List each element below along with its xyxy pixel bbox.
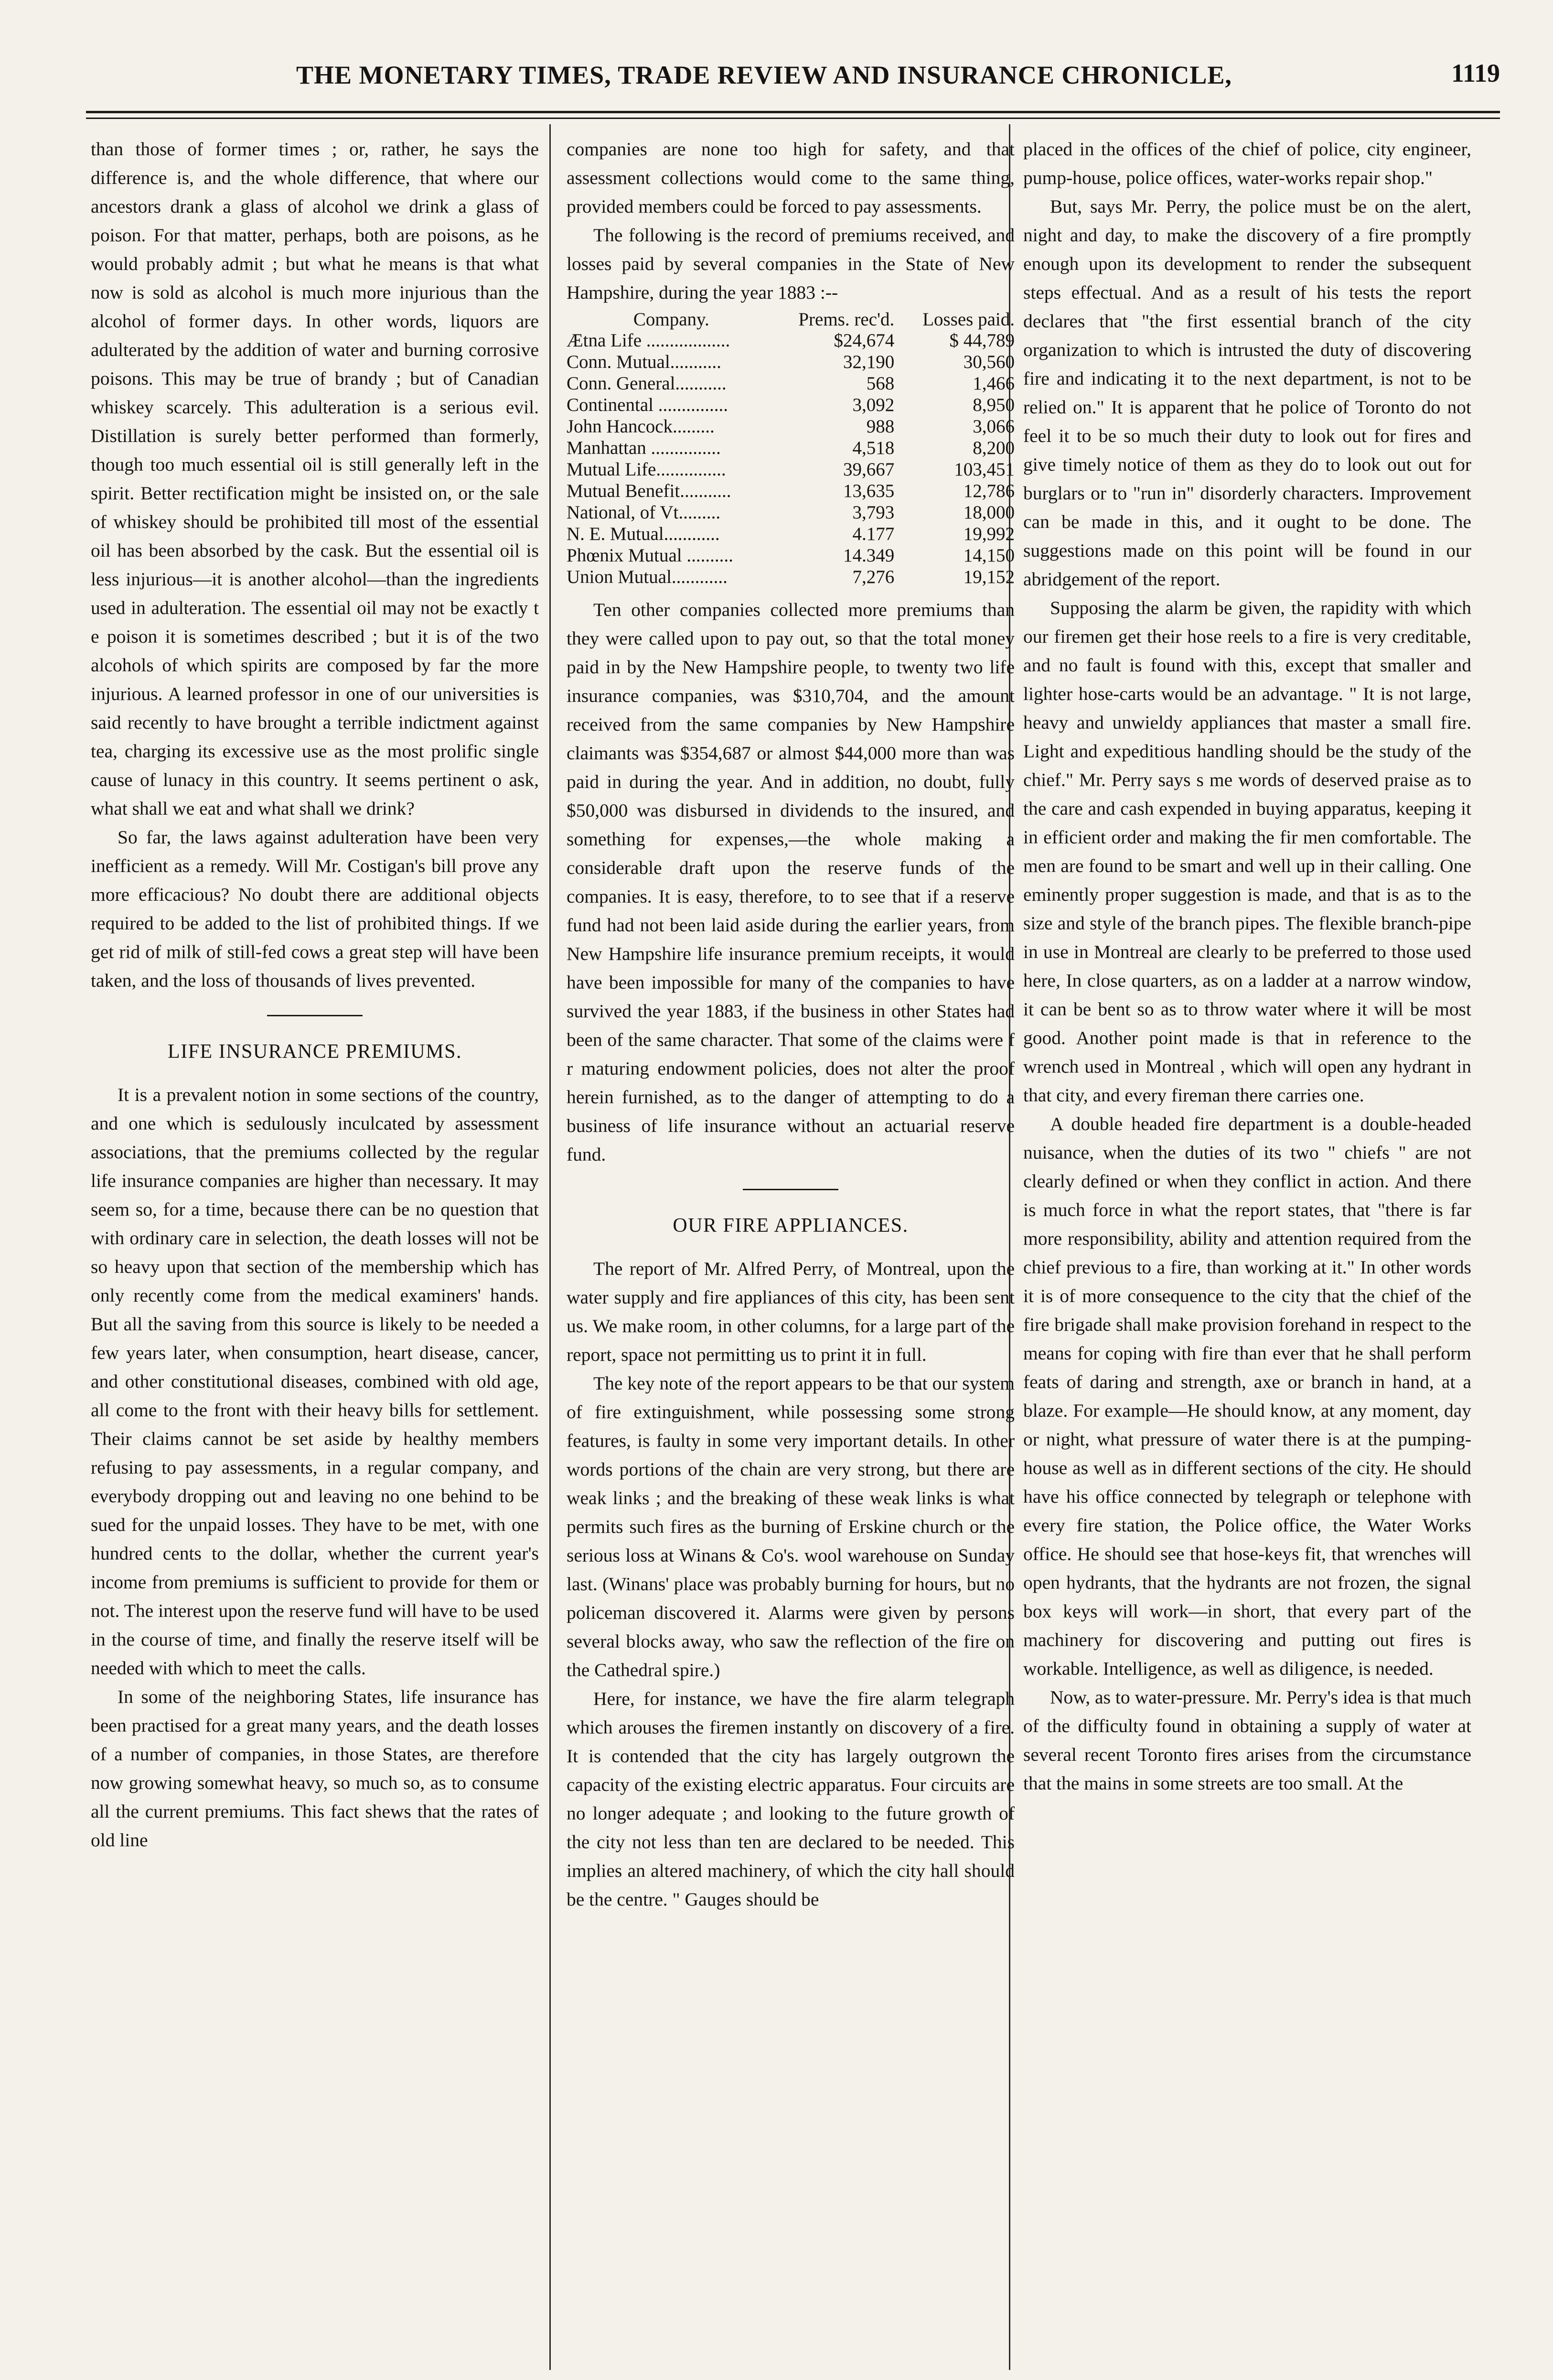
article-paragraph: The report of Mr. Alfred Perry, of Montreal, upon the water supply and fire appliances of this city, has been sent us. We make room, in other columns, for a large part of the report, space not permitting us to print it in full. (567, 1258, 1015, 1365)
section-heading-fire-appliances: OUR FIRE APPLIANCES. (567, 1189, 1015, 1240)
table-row (567, 480, 1015, 502)
table-row (567, 394, 1015, 416)
table-header-row (567, 310, 1015, 330)
article-paragraph: It is a prevalent notion in some sections of the country, and one which is sedulously inculcated by assessment associations, that the premiums collected by the regular life insurance companies are higher than necessary. It may seem so, for a time, because there can be no question that with ordinary care in selection, the death losses will not be so heavy upon that section of the membership which has only recently come from the medical examiners' hands. But all the saving from this source is likely to be needed a few years later, when consumption, heart disease, cancer, and other constitutional diseases, combined with old age, all come to the front with their heavy bills for settlement. Their claims cannot be set aside by healthy members refusing to pay assessments, in a regular company, and everybody dropping out and leaving no one behind to be sued for the unpaid losses. They have to be met, with one hundred cents to the dollar, whether the current year's income from premiums is sufficient to provide for them or not. The interest upon the reserve fund will have to be used in the course of time, and finally the reserve itself will be needed with which to meet the calls. (91, 1084, 539, 1679)
article-paragraph: The following is the record of premiums received, and losses paid by several companies in the State of New Hampshire, during the year 1883 :-- (567, 225, 1015, 303)
header-rule (86, 111, 1500, 113)
section-heading-life-insurance: LIFE INSURANCE PREMIUMS. (91, 1015, 539, 1066)
premiums-value: 568 (866, 373, 895, 394)
table-row (567, 351, 1015, 373)
company-name: Mutual Life............... (567, 459, 726, 480)
losses-value: 18,000 (963, 502, 1015, 523)
table-row (567, 545, 1015, 566)
table-header-company: Company. (633, 309, 709, 330)
losses-value: 1,466 (973, 373, 1015, 394)
premiums-value: 4.177 (852, 524, 895, 544)
company-name: Ætna Life .................. (567, 330, 730, 351)
article-paragraph: The key note of the report appears to be that our system of fire extinguishment, while possessing some strong features, is faulty in some very important details. In other words portions of the chain are very strong, but there are weak links ; and the breaking of these weak links is what permits such fires as the burning of Erskine church or the serious loss at Winans & Co's. wool warehouse on Sunday last. (Winans' place was probably burning for hours, but no policeman discovered it. Alarms were given by persons several blocks away, who saw the reflection of the fire on the Cathedral spire.) (567, 1373, 1015, 1680)
premiums-value: 3,793 (852, 502, 895, 523)
premiums-value: 988 (866, 416, 895, 437)
article-paragraph: In some of the neighboring States, life insurance has been practised for a great many years, and the death losses of a number of companies, in those States, are therefore now growing somewhat heavy, so much so, as to consume all the current premiums. This fact shews that the rates of old line (91, 1686, 539, 1851)
table-row (567, 373, 1015, 394)
column-2 (567, 135, 1015, 1914)
table-row (567, 416, 1015, 437)
running-title: THE MONETARY TIMES, TRADE REVIEW AND INSURANCE CHRONICLE, (296, 61, 1232, 89)
premiums-value: 4,518 (852, 438, 895, 458)
article-paragraph: Here, for instance, we have the fire alarm telegraph which arouses the firemen instantly on discovery of a fire. It is contended that the city has largely outgrown the capacity of the existing electric apparatus. Four circuits are no longer adequate ; and looking to the future growth of the city not less than ten are declared to be needed. This implies an altered machinery, of which the city hall should be the centre. " Gauges should be (567, 1688, 1015, 1910)
article-paragraph: than those of former times ; or, rather, he says the difference is, and the whole difference, that where our ancestors drank a glass of alcohol we drink a glass of poison. For that matter, perhaps, both are poisons, as he would probably admit ; but what he means is that what now is sold as alcohol is much more injurious than the alcohol of former days. In other words, liquors are adulterated by the addition of water and burning corrosive poisons. This may be true of brandy ; but of Canadian whiskey scarcely. This adulteration is a serious evil. Distillation is surely better performed than formerly, though too much essential oil is still generally left in the spirit. Better rectification might be insisted on, or the sale of whiskey should be prohibited till most of the essential oil has been absorbed by the cask. But the essential oil is less injurious—it is another alcohol—than the ingredients used in adulteration. The essential oil may not be exactly t e poison it is sometimes described ; but it is of the two alcohols of which spirits are composed by far the more injurious. A learned professor in one of our universities is said recently to have brought a terrible indictment against tea, charging its excessive use as the most prolific single cause of lunacy in this country. It seems pertinent o ask, what shall we eat and what shall we drink? (91, 139, 539, 819)
table-row (567, 502, 1015, 523)
table-row (567, 437, 1015, 459)
losses-value: 3,066 (973, 416, 1015, 437)
premiums-value: 13,635 (843, 481, 895, 501)
article-paragraph: placed in the offices of the chief of police, city engineer, pump-house, police offices, water-works repair shop." (1023, 139, 1471, 188)
column-3 (1023, 135, 1471, 1798)
article-paragraph: So far, the laws against adulteration have been very inefficient as a remedy. Will Mr. Costigan's bill prove any more efficacious? No doubt there are additional objects required to be added to the list of prohibited things. If we get rid of milk of still-fed cows a great step will have been taken, and the loss of thousands of lives prevented. (91, 827, 539, 991)
premiums-value: 3,092 (852, 395, 895, 415)
premiums-value: 14.349 (843, 545, 895, 566)
premiums-value: 32,190 (843, 352, 895, 372)
premiums-value: 7,276 (852, 567, 895, 587)
company-name: Conn. General........... (567, 373, 727, 394)
page-header (86, 56, 1500, 95)
company-name: Continental ............... (567, 395, 728, 415)
company-name: John Hancock......... (567, 416, 715, 437)
header-rule-thin (86, 118, 1500, 119)
company-name: Phœnix Mutual .......... (567, 545, 733, 566)
table-header-losses: Losses paid. (922, 309, 1015, 330)
article-paragraph: companies are none too high for safety, and that assessment collections would come to the same thing, provided members could be forced to pay assessments. (567, 139, 1015, 217)
premiums-value: 39,667 (843, 459, 895, 480)
article-paragraph: But, says Mr. Perry, the police must be on the alert, night and day, to make the discovery of a fire promptly enough upon its development to render the subsequent steps effectual. And as a result of his tests the report declares that "the first essential branch of the city organization to which is intrusted the duty of discovering fire and indicating it to the next department, is not to be relied on." It is apparent that he police of Toronto do not feel it to be so much their duty to look out for fires and give timely notice of them as they do to look out out for burglars or to "run in" disorderly characters. Improvement can be made in this, and it ought to be done. The suggestions made on this point will be found in our abridgement of the report. (1023, 196, 1471, 590)
losses-value: 30,560 (963, 352, 1015, 372)
company-name: Union Mutual............ (567, 567, 728, 587)
column-1 (91, 135, 539, 1854)
company-name: Manhattan ............... (567, 438, 721, 458)
company-name: N. E. Mutual............ (567, 524, 720, 544)
article-paragraph: Now, as to water-pressure. Mr. Perry's idea is that much of the difficulty found in obtaining a supply of water at several recent Toronto fires arises from the circumstance that the mains in some streets are too small. At the (1023, 1687, 1471, 1794)
article-paragraph: Supposing the alarm be given, the rapidity with which our firemen get their hose reels to a fire is very creditable, and no fault is found with this, except that smaller and lighter hose-carts would be an advantage. " It is not large, heavy and unwieldy appliances that master a small fire. Light and expeditious handling should be the study of the chief." Mr. Perry says s me words of deserved praise as to the care and cash expended in buying apparatus, keeping it in efficient order and making the fir men comfortable. The men are found to be smart and well up in their calling. One eminently proper suggestion is made, and that is as to the size and style of the branch pipes. The flexible branch-pipe in use in Montreal are clearly to be preferred to those used here, In close quarters, as on a ladder at a narrow window, it can be bent so as to throw water where it will be most good. Another point made is that in reference to the wrench used in Montreal , which will open any hydrant in that city, and every fireman there carries one. (1023, 597, 1471, 1106)
losses-value: 103,451 (954, 459, 1015, 480)
table-row (567, 566, 1015, 588)
losses-value: 19,152 (963, 567, 1015, 587)
losses-value: 8,200 (973, 438, 1015, 458)
losses-value: 12,786 (963, 481, 1015, 501)
table-header-prems: Prems. rec'd. (798, 309, 895, 330)
column-rule (549, 124, 551, 2370)
losses-value: 14,150 (963, 545, 1015, 566)
article-paragraph: A double headed fire department is a double-headed nuisance, when the duties of its two " chiefs " are not clearly defined or when they conflict in action. And there is much force in what the report states, that "there is far more responsibility, ability and attention required from the chief previous to a fire, than working at it." In other words it is of more consequence to the city that the chief of the fire brigade shall make provision forehand in respect to the means for coping with fire than ever that he shall perform feats of daring and strength, axe or branch in hand, at a blaze. For example—He should know, at any moment, day or night, what pressure of water there is at the pumping-house as well as in different sections of the city. He should have his office connected by telegraph or telephone with every fire station, the Police office, the Water Works office. He should see that hose-keys fit, that wrenches will open hydrants, that the hydrants are not frozen, the signal box keys will work—in short, that every part of the machinery for discovering and putting out fires is workable. Intelligence, as well as diligence, is needed. (1023, 1113, 1471, 1679)
company-name: National, of Vt......... (567, 502, 721, 523)
premiums-value: $24,674 (834, 330, 895, 351)
losses-value: 8,950 (973, 395, 1015, 415)
losses-value: 19,992 (963, 524, 1015, 544)
premiums-losses-table (567, 310, 1015, 588)
losses-value: $ 44,789 (949, 330, 1015, 351)
company-name: Conn. Mutual........... (567, 352, 721, 372)
table-row (567, 523, 1015, 545)
page-number: 1119 (1451, 59, 1500, 87)
table-row (567, 330, 1015, 351)
article-paragraph: Ten other companies collected more premiums than they were called upon to pay out, so that the total money paid in by the New Hampshire people, to twenty two life insurance companies, was $310,704, and the amount received from the same companies by New Hampshire claimants was $354,687 or almost $44,000 more than was paid in during the year. And in addition, no doubt, fully $50,000 was disbursed in dividends to the insured, and something for expenses,—the whole making a considerable draft upon the reserve funds of the companies. It is easy, therefore, to to see that if a reserve fund had not been laid aside during the earlier years, from New Hampshire life insurance premium receipts, it would have been impossible for many of the companies to have survived the year 1883, if the business in other States had been of the same character. That some of the claims were f r maturing endowment policies, does not alter the proof herein furnished, as to the danger of attempting to do a business of life insurance without an actuarial reserve fund. (567, 599, 1015, 1165)
company-name: Mutual Benefit........... (567, 481, 731, 501)
table-row (567, 459, 1015, 480)
